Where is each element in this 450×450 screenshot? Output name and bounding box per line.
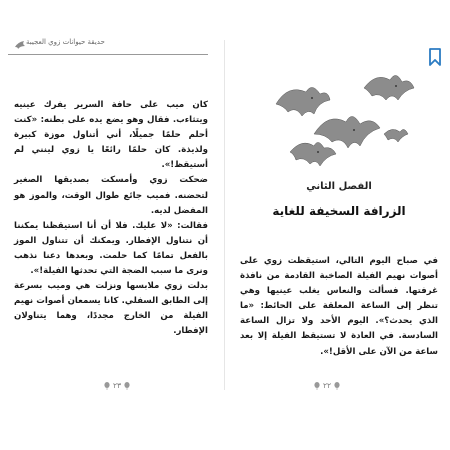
balloon-icon [104, 382, 110, 390]
bird-logo-icon [14, 40, 26, 50]
balloon-icon [334, 382, 340, 390]
page-number-value: ٢٣ [113, 381, 122, 390]
paragraph: فقالت: «لا عليك. فلا أن أنا استيقظنا يمكننا أن نتناول الإفطار. ويمكنك أن تتناول الموز بالفعل تمامًا كما حلمت. وبعدها دعنا نذهب ونرى ما سبب الضجة التي تحدثها الفيلة!». [14, 220, 208, 277]
paragraph: كان ميب على حافة السرير يفرك عينيه ويتثاءب. فقال وهو يضع يده على بطنه: «كنت أحلم حلمًا جميلًا، أني أتناول موزة كبيرة ولذيذة. كان حلمًا رائعًا يا زوي لينني لم أستيقظ!». [14, 100, 208, 171]
chapter-number: الفصل الثاني [306, 181, 372, 192]
right-page [228, 36, 450, 396]
left-page-text [14, 98, 208, 340]
series-title: حديقة حيوانات زوي العجيبة [26, 38, 105, 46]
page-gutter [224, 40, 225, 390]
paragraph: بدلت زوي ملابسها ونزلت هي وميب بسرعة إلى الطابق السفلي. كانا يسمعان أصوات نهيم الفيلة من الخارج مجددًا، وهما يتناولان الإفطار. [14, 281, 208, 337]
bats-illustration [268, 64, 418, 174]
chapter-title: الزرافة السخيفة للغاية [272, 204, 406, 218]
header-rule [8, 54, 208, 55]
balloon-icon [314, 382, 320, 390]
paragraph: ضحكت زوي وأمسكت بصديقها الصغير لتحضنه. فميب جائع طوال الوقت، والموز هو المفضل لديه. [14, 175, 208, 216]
left-page [0, 36, 222, 396]
page-number [314, 381, 340, 390]
page-number-value: ٢٢ [323, 381, 332, 390]
page-number [104, 381, 130, 390]
balloon-icon [124, 382, 130, 390]
right-page-text [240, 254, 438, 360]
bookmark-icon[interactable] [428, 48, 442, 66]
paragraph: في صباح اليوم التالي، استيقظت زوي على أصوات نهيم الفيلة الصاخبة القادمة من نافذة غرفتها. فسألت والنعاس يغلب عينيها وهي تنظر إلى الساعة المعلقة على الحائط: «ما الذي يحدث؟». اليوم الأحد ولا تزال الساعة السادسة. في العادة لا تستيقظ الفيلة إلا بعد ساعة من الآن على الأقل!». [240, 256, 438, 357]
